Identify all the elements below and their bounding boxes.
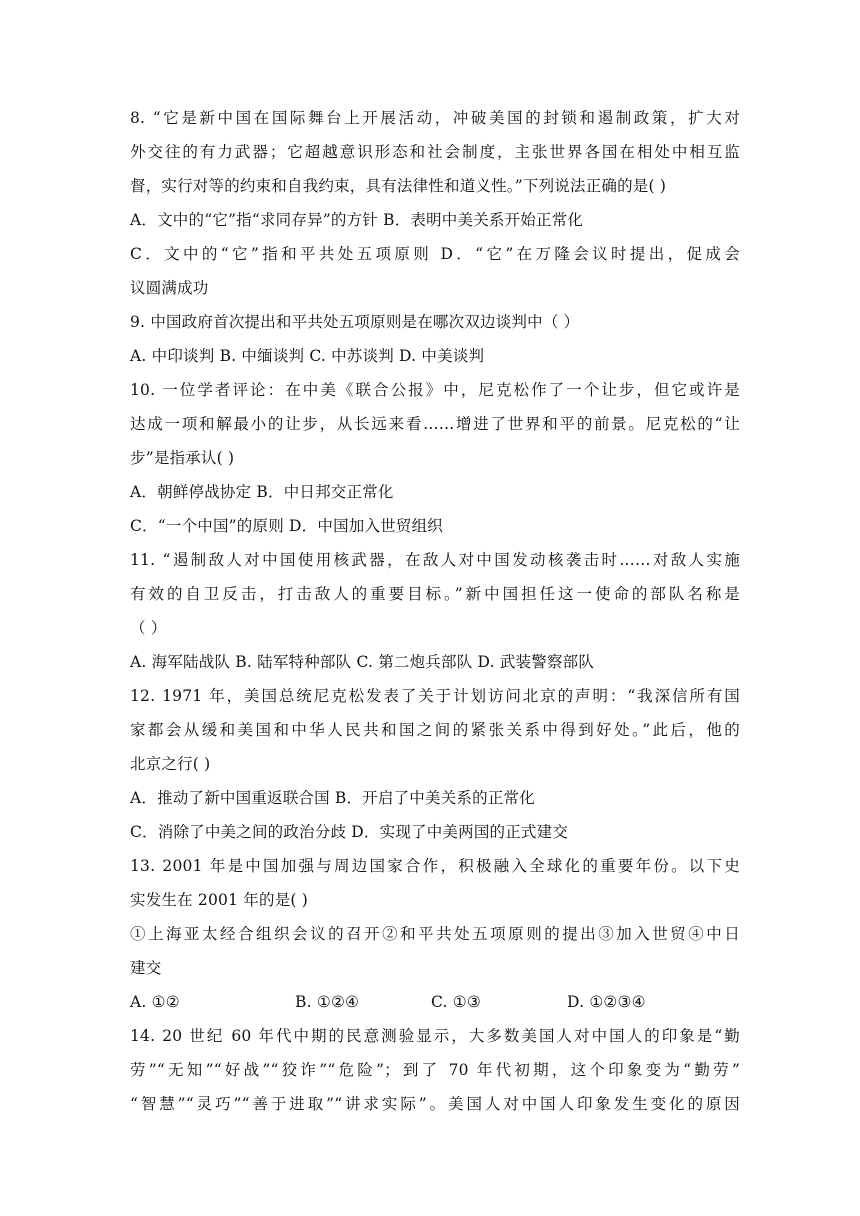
question-14-stem-line-2: 劳”“无知”“好战”“狡诈”“危险”；到了 70 年代初期，这个印象变为“勤劳” <box>130 1061 740 1079</box>
question-13-items-line-1: ①上海亚太经合组织会议的召开②和平共处五项原则的提出③加入世贸④中日 <box>130 925 740 943</box>
question-9-options: A. 中印谈判 B. 中缅谈判 C. 中苏谈判 D. 中美谈判 <box>130 347 485 365</box>
question-13-stem-line-2: 实发生在 2001 年的是( ) <box>130 891 309 909</box>
question-13-items-line-2: 建交 <box>130 959 162 977</box>
question-10 <box>130 373 740 543</box>
question-10-options-ab: A．朝鲜停战协定 B．中日邦交正常化 <box>130 483 394 501</box>
question-12-options-ab: A．推动了新中国重返联合国 B．开启了中美关系的正常化 <box>130 789 535 807</box>
option-d: D. ①②③④ <box>567 993 646 1011</box>
question-10-options-cd: C．“一个中国”的原则 D．中国加入世贸组织 <box>130 517 443 535</box>
option-a: A. ①② <box>130 993 180 1011</box>
question-10-stem-line-3: 步”是指承认( ) <box>130 449 235 467</box>
question-12-stem-line-3: 北京之行( ) <box>130 755 211 773</box>
question-8-options-cd: C．文中的“它”指和平共处五项原则 D．“它”在万隆会议时提出，促成会 <box>130 245 740 263</box>
question-11 <box>130 543 740 679</box>
question-8-stem-line-2: 外交往的有力武器；它超越意识形态和社会制度，主张世界各国在相处中相互监 <box>130 143 740 161</box>
question-11-answer-blank: （ ） <box>130 619 167 637</box>
question-10-stem-line-1: 10. 一位学者评论：在中美《联合公报》中，尼克松作了一个让步，但它或许是 <box>130 381 740 399</box>
question-13-stem-line-1: 13. 2001 年是中国加强与周边国家合作，积极融入全球化的重要年份。以下史 <box>130 857 740 875</box>
question-9 <box>130 305 740 373</box>
question-13-options <box>130 985 740 1019</box>
question-9-stem: 9. 中国政府首次提出和平共处五项原则是在哪次双边谈判中（ ） <box>130 313 580 331</box>
question-10-stem-line-2: 达成一项和解最小的让步，从长远来看……增进了世界和平的前景。尼克松的“让 <box>130 415 740 433</box>
question-8 <box>130 101 740 305</box>
question-8-stem-line-1: 8. “它是新中国在国际舞台上开展活动，冲破美国的封锁和遏制政策，扩大对 <box>130 109 740 127</box>
question-8-options-ab: A．文中的“它”指“求同存异”的方针 B．表明中美关系开始正常化 <box>130 211 584 229</box>
question-12-options-cd: C．消除了中美之间的政治分歧 D．实现了中美两国的正式建交 <box>130 823 569 841</box>
question-list <box>130 101 740 1121</box>
question-11-stem-line-1: 11. “遏制敌人对中国使用核武器，在敌人对中国发动核袭击时……对敌人实施 <box>130 551 740 569</box>
question-14 <box>130 1019 740 1121</box>
question-13 <box>130 849 740 1019</box>
option-c: C. ①③ <box>431 993 481 1011</box>
question-11-options: A. 海军陆战队 B. 陆军特种部队 C. 第二炮兵部队 D. 武装警察部队 <box>130 653 595 671</box>
question-14-stem-line-1: 14. 20 世纪 60 年代中期的民意测验显示，大多数美国人对中国人的印象是“勤 <box>130 1027 740 1045</box>
question-8-stem-line-3: 督，实行对等的约束和自我约束，具有法律性和道义性。”下列说法正确的是( ) <box>130 177 667 195</box>
question-11-stem-line-2: 有效的自卫反击，打击敌人的重要目标。”新中国担任这一使命的部队名称是 <box>130 585 740 603</box>
question-8-option-d-continued: 议圆满成功 <box>130 279 209 297</box>
question-12-stem-line-1: 12. 1971 年，美国总统尼克松发表了关于计划访问北京的声明：“我深信所有国 <box>130 687 740 705</box>
question-12 <box>130 679 740 849</box>
option-b: B. ①②④ <box>295 993 360 1011</box>
question-14-stem-line-3: “智慧”“灵巧”“善于进取”“讲求实际”。美国人对中国人印象发生变化的原因 <box>130 1095 740 1113</box>
question-12-stem-line-2: 家都会从缓和美国和中华人民共和国之间的紧张关系中得到好处。”此后，他的 <box>130 721 740 739</box>
